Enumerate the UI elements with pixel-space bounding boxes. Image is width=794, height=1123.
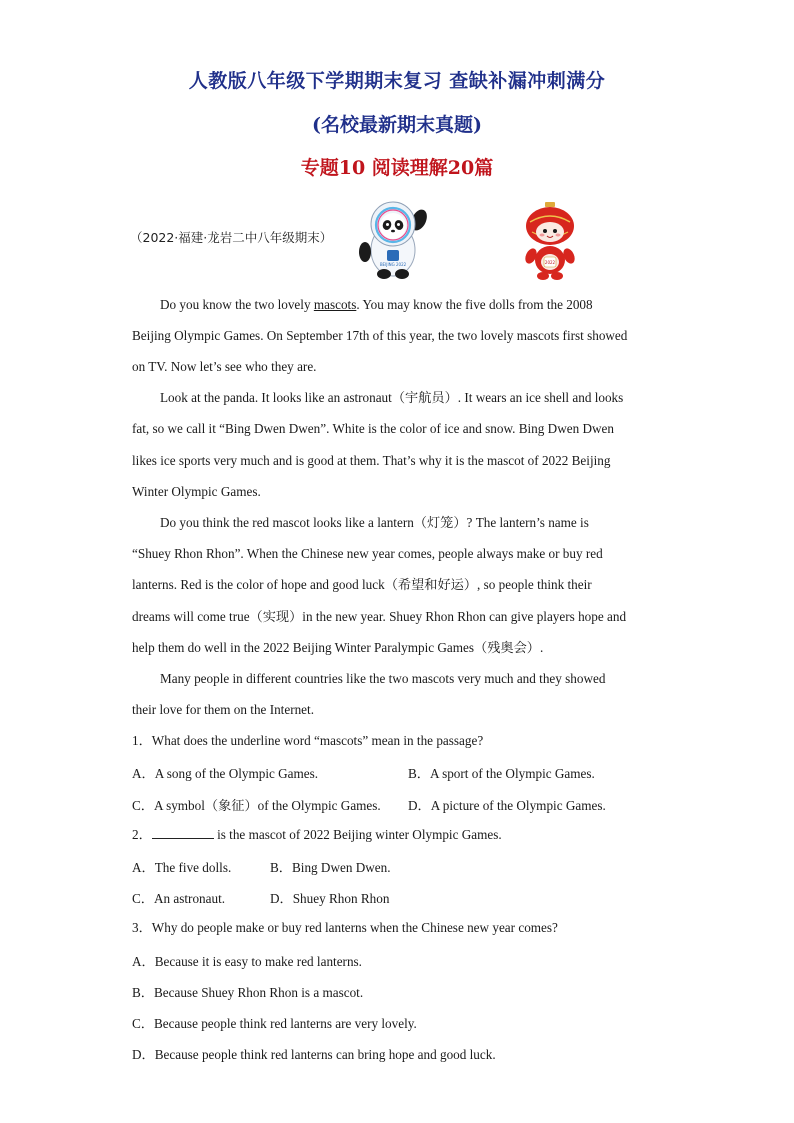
page-subtitle: (名校最新期末真题) <box>312 114 482 136</box>
question-3-option-d: D．Because people think red lanterns can bring hope and good luck. <box>132 1047 496 1062</box>
question-3-option-c: C．Because people think red lanterns are very lovely. <box>132 1016 417 1031</box>
passage-p2-line1: Look at the panda. It looks like an astronaut（宇航员）. It wears an ice shell and looks <box>160 390 624 405</box>
passage-p2-line2: fat, so we call it “Bing Dwen Dwen”. White is the color of ice and snow. Bing Dwen Dwen <box>132 421 614 436</box>
question-1-option-a: A．A song of the Olympic Games. <box>132 766 319 781</box>
question-1-option-b: B．A sport of the Olympic Games. <box>408 766 595 781</box>
question-text: is the mascot of 2022 Beijing winter Olympic Games. <box>213 827 502 842</box>
question-1-option-d: D．A picture of the Olympic Games. <box>408 798 606 813</box>
question-2-option-d: D．Shuey Rhon Rhon <box>270 891 390 906</box>
passage-p4-line1: Many people in different countries like the two mascots very much and they showed <box>160 671 606 686</box>
question-2-stem <box>132 826 502 844</box>
question-2-option-a: A．The five dolls. <box>132 860 232 875</box>
question-number: 2． <box>132 827 152 842</box>
question-1-stem: 1．What does the underline word “mascots” mean in the passage? <box>132 733 484 748</box>
passage-p3-line5: help them do well in the 2022 Beijing Winter Paralympic Games（残奥会）. <box>132 640 544 655</box>
passage-text: . You may know the five dolls from the 2008 <box>356 297 593 312</box>
question-3-option-b: B．Because Shuey Rhon Rhon is a mascot. <box>132 985 364 1000</box>
answer-blank <box>152 826 214 839</box>
passage-p3-line1: Do you think the red mascot looks like a lantern（灯笼）? The lantern’s name is <box>160 515 589 530</box>
question-2-option-c: C．An astronaut. <box>132 891 226 906</box>
passage-p3-line2: “Shuey Rhon Rhon”. When the Chinese new year comes, people always make or buy red <box>132 546 603 561</box>
question-2-option-b: B．Bing Dwen Dwen. <box>270 860 391 875</box>
passage-p4-line2: their love for them on the Internet. <box>132 702 314 717</box>
passage-p2-line3: likes ice sports very much and is good at them. That’s why it is the mascot of 2022 Beijing <box>132 453 611 468</box>
panda-mascot-image <box>355 198 435 280</box>
question-3-stem: 3．Why do people make or buy red lanterns when the Chinese new year comes? <box>132 920 558 935</box>
passage-p3-line4: dreams will come true（实现）in the new year. Shuey Rhon Rhon can give players hope and <box>132 609 627 624</box>
passage-p3-line3: lanterns. Red is the color of hope and good luck（希望和好运）, so people think their <box>132 577 592 592</box>
passage-text: Do you know the two lovely <box>160 297 314 312</box>
question-1-option-c: C．A symbol（象征）of the Olympic Games. <box>132 798 381 813</box>
question-3-option-a: A．Because it is easy to make red lanterns. <box>132 954 362 969</box>
passage-p2-line4: Winter Olympic Games. <box>132 484 261 499</box>
topic-heading: 专题10 阅读理解20篇 <box>300 157 494 179</box>
source-note: （2022·福建·龙岩二中八年级期末） <box>130 230 333 245</box>
svg-text:2022: 2022 <box>544 260 556 265</box>
page-title: 人教版八年级下学期期末复习 查缺补漏冲刺满分 <box>188 70 606 92</box>
passage-p1-line1 <box>160 296 593 314</box>
passage-p1-line3: on TV. Now let’s see who they are. <box>132 359 317 374</box>
underlined-word-mascots: mascots <box>313 297 357 312</box>
lantern-mascot-image <box>518 202 582 282</box>
passage-p1-line2: Beijing Olympic Games. On September 17th of this year, the two lovely mascots first showed <box>132 328 628 343</box>
svg-text:BEIJING 2022: BEIJING 2022 <box>379 262 407 267</box>
